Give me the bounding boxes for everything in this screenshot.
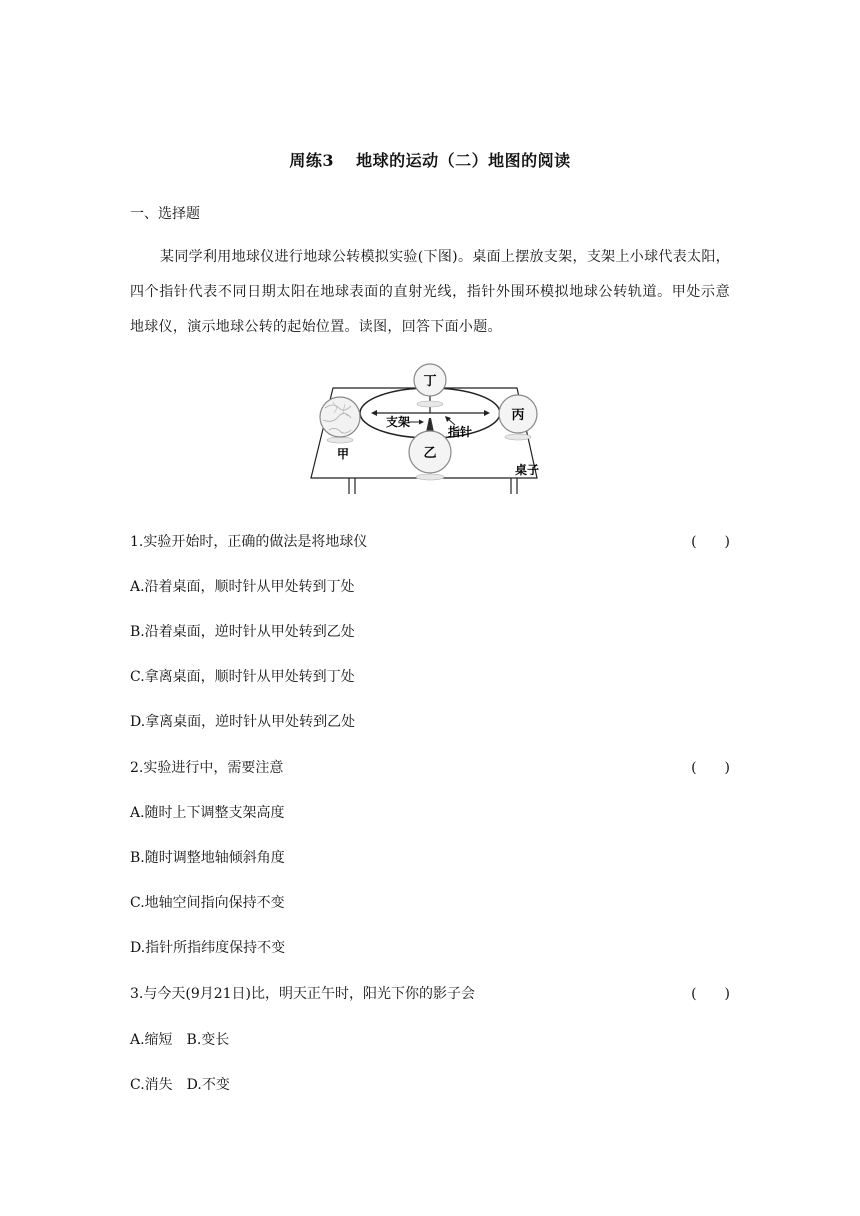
q1-option-c[interactable]: C.拿离桌面，顺时针从甲处转到丁处 [130,669,355,685]
label-yi: 乙 [423,446,437,461]
answer-paren-3[interactable]: ( ) [691,986,730,1002]
answer-paren-2[interactable]: ( ) [691,760,730,776]
q2-option-c[interactable]: C.地轴空间指向保持不变 [130,895,285,911]
question-1-text: 1.实验开始时，正确的做法是将地球仪 [130,534,368,550]
q1-option-a[interactable]: A.沿着桌面，顺时针从甲处转到丁处 [130,579,355,595]
title-part2: 地球的运动（二）地图的阅读 [356,151,571,170]
page-title [0,148,860,171]
answer-paren-1[interactable]: ( ) [691,534,730,550]
question-2-text: 2.实验进行中，需要注意 [130,760,284,776]
section-heading: 一、选择题 [130,206,200,222]
label-zhuozi: 桌子 [515,463,540,477]
question-2 [130,757,730,777]
label-bing: 丙 [511,408,525,423]
q2-option-a[interactable]: A.随时上下调整支架高度 [130,805,285,821]
question-3-text: 3.与今天(9月21日)比，明天正午时，阳光下你的影子会 [130,986,476,1002]
question-3 [130,983,730,1003]
q2-option-b[interactable]: B.随时调整地轴倾斜角度 [130,850,285,866]
q3-options-cd[interactable]: C.消失 D.不变 [130,1077,230,1093]
question-1 [130,531,730,551]
experiment-figure [305,360,545,500]
q1-option-d[interactable]: D.拿离桌面，逆时针从甲处转到乙处 [130,714,356,730]
label-ding: 丁 [423,374,437,389]
label-zhijia: 支架 [386,415,411,429]
label-jia: 甲 [336,447,350,461]
q2-option-d[interactable]: D.指针所指纬度保持不变 [130,940,286,956]
q3-options-ab[interactable]: A.缩短 B.变长 [130,1032,230,1048]
label-zhizhen: 指针 [448,425,473,439]
intro-paragraph: 某同学利用地球仪进行地球公转模拟实验(下图)。桌面上摆放支架，支架上小球代表太阳，四个指针代表不同日期太阳在地球表面的直射光线，指针外围环模拟地球公转轨道。甲处示意地球仪，演示地球公转的起始位置。读图，回答下面小题。 [130,249,730,335]
title-part1: 周练3 [289,151,335,170]
q1-option-b[interactable]: B.沿着桌面，逆时针从甲处转到乙处 [130,624,355,640]
